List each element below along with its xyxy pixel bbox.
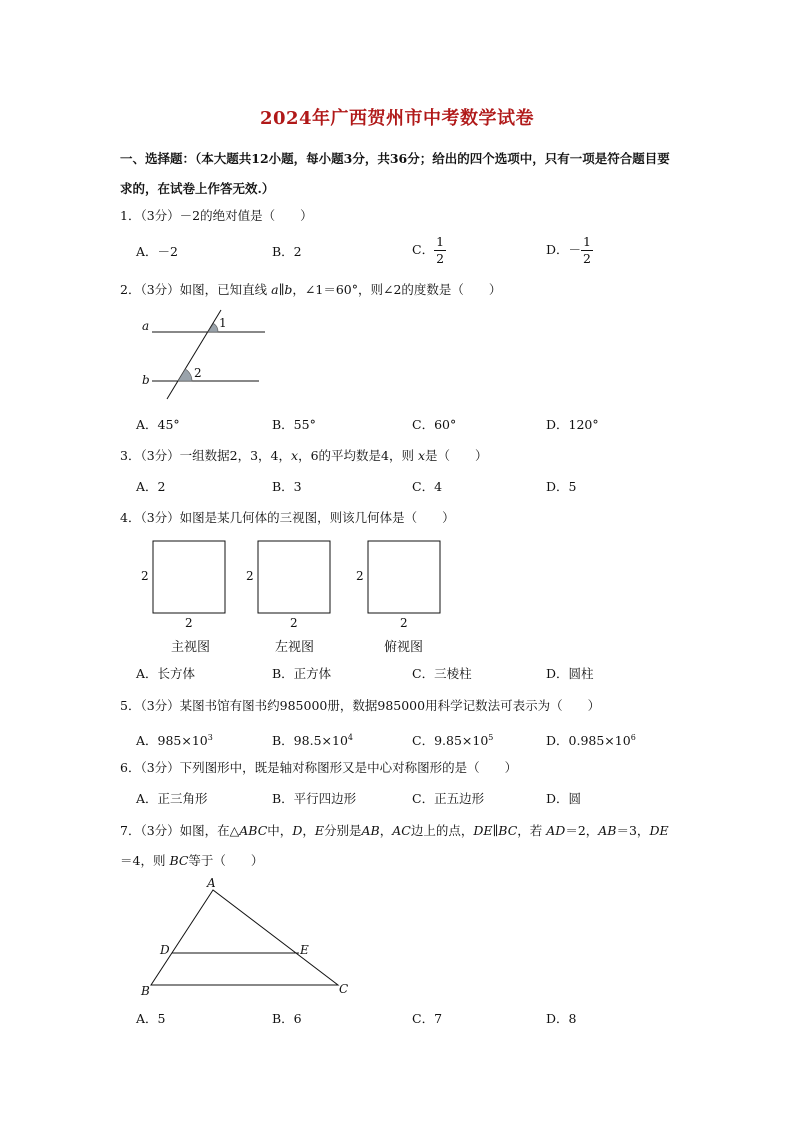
q4-option-c: C．三棱柱 [412, 666, 472, 681]
top-view-caption: 俯视图 [384, 640, 424, 655]
q5-option-d-exponent: 6 [630, 733, 636, 742]
q5-option-a-exponent: 3 [207, 733, 213, 742]
q4-option-a: A．长方体 [136, 666, 196, 681]
q6-option-b: B．平行四边形 [272, 791, 357, 806]
q2-option-d: D．120° [546, 417, 599, 432]
q7-text: ，若 [517, 823, 547, 838]
q7-text: ＝2， [565, 823, 599, 838]
fraction-numerator: 1 [436, 234, 445, 249]
q5-option-a-base: A．985×10 [136, 733, 208, 749]
vertex-b-label: B [141, 984, 150, 998]
q7-var: AB [361, 823, 380, 838]
q7-text: ＝3， [616, 823, 650, 838]
q7-option-d: D．8 [546, 1011, 577, 1026]
q7-var: ABC [239, 823, 268, 838]
q7-var: D [292, 823, 303, 838]
q7-option-a: A．5 [136, 1011, 166, 1026]
page-title: 2024年广西贺州市中考数学试卷 [259, 108, 535, 129]
front-view-caption: 主视图 [171, 640, 211, 655]
q2-stem-post: ，∠1＝60°，则∠2的度数是（ ） [292, 282, 502, 297]
q7-var: DE [649, 823, 669, 838]
fraction-denominator: 2 [436, 251, 445, 266]
q7-text: ， [302, 823, 315, 838]
q7-text: 边上的点， [410, 823, 474, 838]
q7-text: ∥ [492, 823, 499, 838]
question-1-stem: 1．（3分）－2的绝对值是（ ） [120, 208, 313, 223]
q2-var-a: a [271, 282, 279, 297]
q3-option-a: A．2 [136, 479, 166, 494]
triangle-abc [151, 890, 338, 985]
q7-var: E [314, 823, 324, 838]
q7-var: AD [546, 823, 566, 838]
side-view-caption: 左视图 [275, 640, 315, 655]
q3-stem-pre: 3．（3分）一组数据2，3，4， [120, 448, 292, 463]
q6-option-a: A．正三角形 [136, 791, 208, 806]
q7-var: AB [598, 823, 617, 838]
q5-option-d-base: D．0.985×10 [546, 733, 631, 749]
q3-option-b: B．3 [272, 479, 302, 494]
q6-option-d: D．圆 [546, 791, 582, 806]
side-view-side-label: 2 [246, 569, 254, 583]
top-view-bottom-label: 2 [400, 616, 408, 630]
front-view-side-label: 2 [141, 569, 149, 583]
vertex-a-label: A [207, 876, 216, 890]
q3-stem-mid: ，6的平均数是4，则 [298, 448, 418, 463]
q3-var-x-2: x [417, 448, 426, 463]
q6-option-c: C．正五边形 [412, 791, 485, 806]
q5-option-b-exponent: 4 [347, 733, 353, 742]
q2-stem-pre: 2．（3分）如图，已知直线 [120, 282, 272, 297]
question-6-stem: 6．（3分）下列图形中，既是轴对称图形又是中心对称图形的是（ ） [120, 760, 518, 775]
q2-option-c: C．60° [412, 417, 457, 432]
fraction-numerator: 1 [583, 234, 591, 249]
q1-option-d-prefix: D．－ [546, 242, 582, 257]
q7-text: ， [379, 823, 393, 838]
q5-option-b-base: B．98.5×10 [272, 733, 348, 749]
q4-option-d: D．圆柱 [546, 666, 594, 681]
q4-option-b: B．正方体 [272, 666, 332, 681]
q3-stem-post: 是（ ） [425, 448, 488, 463]
q7-var: DE [473, 823, 493, 838]
q1-option-c-prefix: C． [412, 242, 435, 257]
angle-2-label: 2 [194, 366, 202, 380]
side-view-bottom-label: 2 [290, 616, 298, 630]
q3-option-c: C．4 [412, 479, 443, 494]
q2-var-b: b [284, 282, 293, 297]
q3-var-x: x [291, 448, 299, 463]
q2-option-a: A．45° [136, 417, 180, 432]
q5-option-c-base: C．9.85×10 [412, 733, 489, 749]
line-b-label: b [142, 373, 150, 387]
q5-option-c-exponent: 5 [488, 733, 494, 742]
q7-option-b: B．6 [272, 1011, 302, 1026]
line-a-label: a [142, 319, 150, 333]
q7-text: 分别是 [323, 823, 362, 838]
q7-text: 等于（ ） [188, 853, 264, 868]
q2-parallel-sign: ∥ [278, 282, 285, 297]
q7-var: AC [392, 823, 411, 838]
top-view-side-label: 2 [356, 569, 364, 583]
question-4-stem: 4．（3分）如图是某几何体的三视图，则该几何体是（ ） [120, 510, 455, 525]
q7-text: ＝4，则 [120, 853, 170, 868]
q7-text: 7．（3分）如图，在△ [120, 823, 240, 838]
q1-option-b: B．2 [272, 244, 302, 259]
fraction-denominator: 2 [583, 251, 591, 266]
q7-var: BC [498, 823, 518, 838]
front-view-bottom-label: 2 [185, 616, 193, 630]
section-heading: 一、选择题：（本大题共12小题，每小题3分，共36分；给出的四个选项中，只有一项是符合题目要求的，在试卷上作答无效.） [120, 151, 670, 196]
question-5-stem: 5．（3分）某图书馆有图书约985000册，数据985000用科学记数法可表示为（ ） [120, 698, 601, 713]
angle-1-label: 1 [219, 316, 227, 330]
q2-option-b: B．55° [272, 417, 316, 432]
q3-option-d: D．5 [546, 479, 577, 494]
point-d-label: D [160, 943, 170, 957]
q1-option-a: A．－2 [136, 244, 178, 259]
q7-option-c: C．7 [412, 1011, 443, 1026]
q7-var: BC [169, 853, 189, 868]
q7-text: 中， [267, 823, 293, 838]
point-e-label: E [300, 943, 309, 957]
vertex-c-label: C [339, 982, 349, 996]
